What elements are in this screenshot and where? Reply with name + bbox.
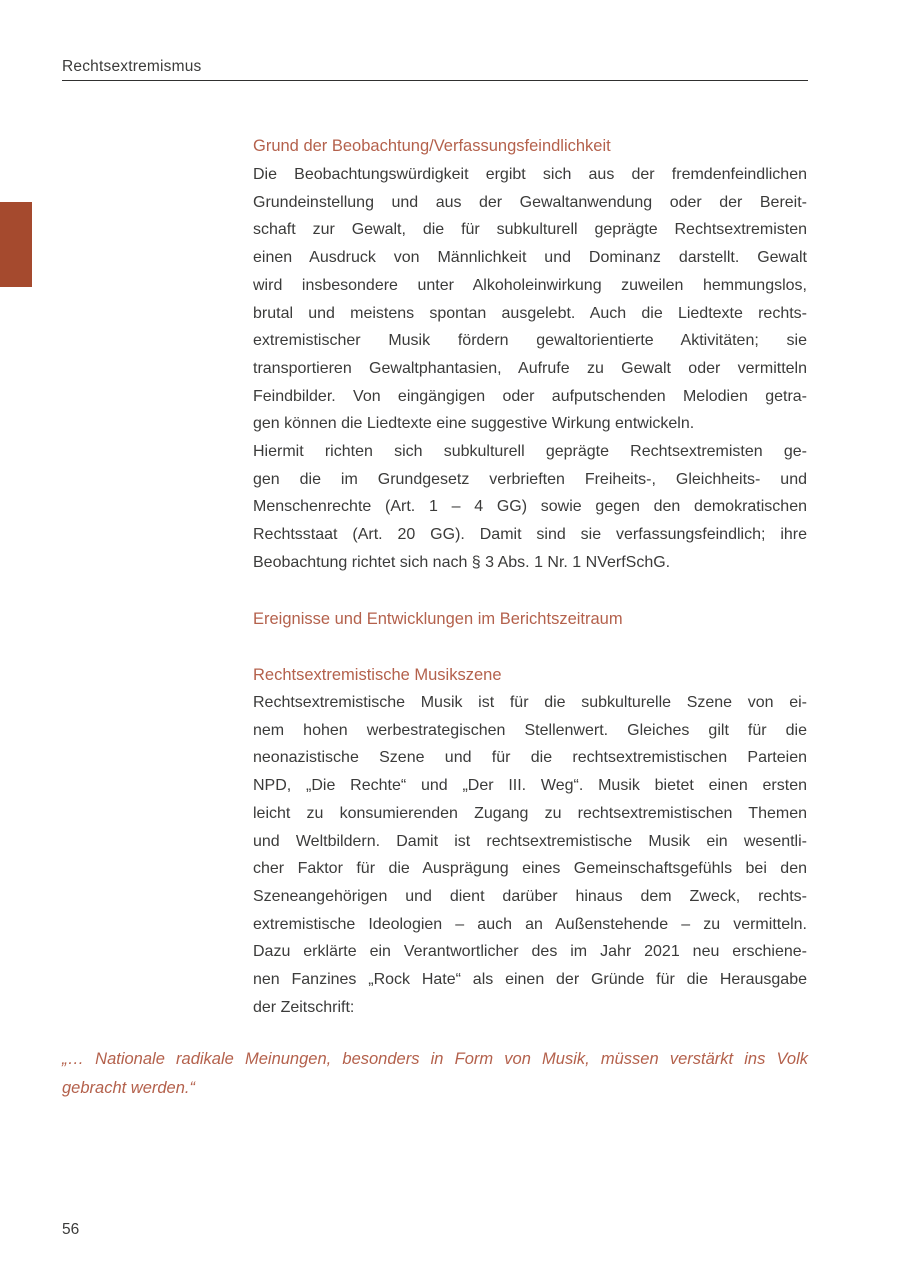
text-line: wird insbesondere unter Alkoholeinwirkung zuweilen hemmungslos, (253, 276, 807, 294)
text-line: Beobachtung richtet sich nach § 3 Abs. 1 Nr. 1 NVerfSchG. (253, 553, 671, 571)
section-heading-observation: Grund der Beobachtung/Verfassungsfeindlichkeit (253, 137, 611, 155)
text-line: Die Beobachtungswürdigkeit ergibt sich aus der fremdenfeindlichen (253, 166, 807, 183)
text-line: transportieren Gewaltphantasien, Aufrufe zu Gewalt oder vermitteln (253, 359, 807, 377)
text-line: Hiermit richten sich subkulturell geprägte Rechtsextremisten ge- (253, 443, 807, 460)
text-line: neonazistische Szene und für die rechtsextremistischen Parteien (253, 749, 807, 767)
text-line: Menschenrechte (Art. 1 – 4 GG) sowie gegen den demokratischen (253, 498, 807, 516)
text-line: schaft zur Gewalt, die für subkulturell geprägte Rechtsextremisten (253, 221, 807, 239)
text-line: gen die im Grundgesetz verbrieften Freiheits-, Gleichheits- und (253, 470, 807, 488)
text-line: NPD, „Die Rechte“ und „Der III. Weg“. Musik bietet einen ersten (253, 777, 807, 795)
text-line: brutal und meistens spontan ausgelebt. Auch die Liedtexte rechts- (253, 304, 807, 322)
chapter-marker-tab (0, 202, 32, 287)
section-heading-events: Ereignisse und Entwicklungen im Berichtszeitraum (253, 610, 623, 628)
text-line: „… Nationale radikale Meinungen, besonders in Form von Musik, müssen verstärkt ins Volk (62, 1050, 808, 1068)
text-line: cher Faktor für die Ausprägung eines Gemeinschaftsgefühls bei den (253, 860, 807, 878)
text-line: Feindbilder. Von eingängigen oder aufputschenden Melodien getra- (253, 387, 807, 405)
paragraph-observation-1 (253, 161, 807, 438)
pull-quote (62, 1045, 808, 1103)
paragraph-music-scene (253, 689, 807, 1021)
text-line: nem hohen werbestrategischen Stellenwert. Gleiches gilt für die (253, 721, 807, 739)
paragraph-observation-2 (253, 438, 807, 577)
text-line: Rechtsextremistische Musik ist für die subkulturelle Szene von ei- (253, 694, 807, 711)
text-line: Dazu erklärte ein Verantwortlicher des im Jahr 2021 neu erschiene- (253, 943, 807, 961)
text-line: Grundeinstellung und aus der Gewaltanwendung oder der Bereit- (253, 193, 807, 211)
text-line: einen Ausdruck von Männlichkeit und Dominanz darstellt. Gewalt (253, 249, 807, 267)
text-line: extremistischer Musik fördern gewaltorientierte Aktivitäten; sie (253, 332, 807, 350)
page-number: 56 (62, 1221, 80, 1238)
subsection-heading-music-scene: Rechtsextremistische Musikszene (253, 666, 502, 684)
text-line: nen Fanzines „Rock Hate“ als einen der Gründe für die Herausgabe (253, 971, 807, 989)
header-rule (62, 80, 808, 81)
running-header: Rechtsextremismus (62, 58, 202, 75)
text-line: Szeneangehörigen und dient darüber hinaus dem Zweck, rechts- (253, 887, 807, 905)
text-line: der Zeitschrift: (253, 998, 355, 1016)
text-line: und Weltbildern. Damit ist rechtsextremistische Musik ein wesentli- (253, 832, 807, 850)
text-line: Rechtsstaat (Art. 20 GG). Damit sind sie verfassungsfeindlich; ihre (253, 526, 807, 544)
text-line: gen können die Liedtexte eine suggestive Wirkung entwickeln. (253, 415, 695, 433)
text-line: leicht zu konsumierenden Zugang zu rechtsextremistischen Themen (253, 804, 807, 822)
text-line: extremistische Ideologien – auch an Außenstehende – zu vermitteln. (253, 915, 807, 933)
text-line: gebracht werden.“ (62, 1079, 195, 1097)
